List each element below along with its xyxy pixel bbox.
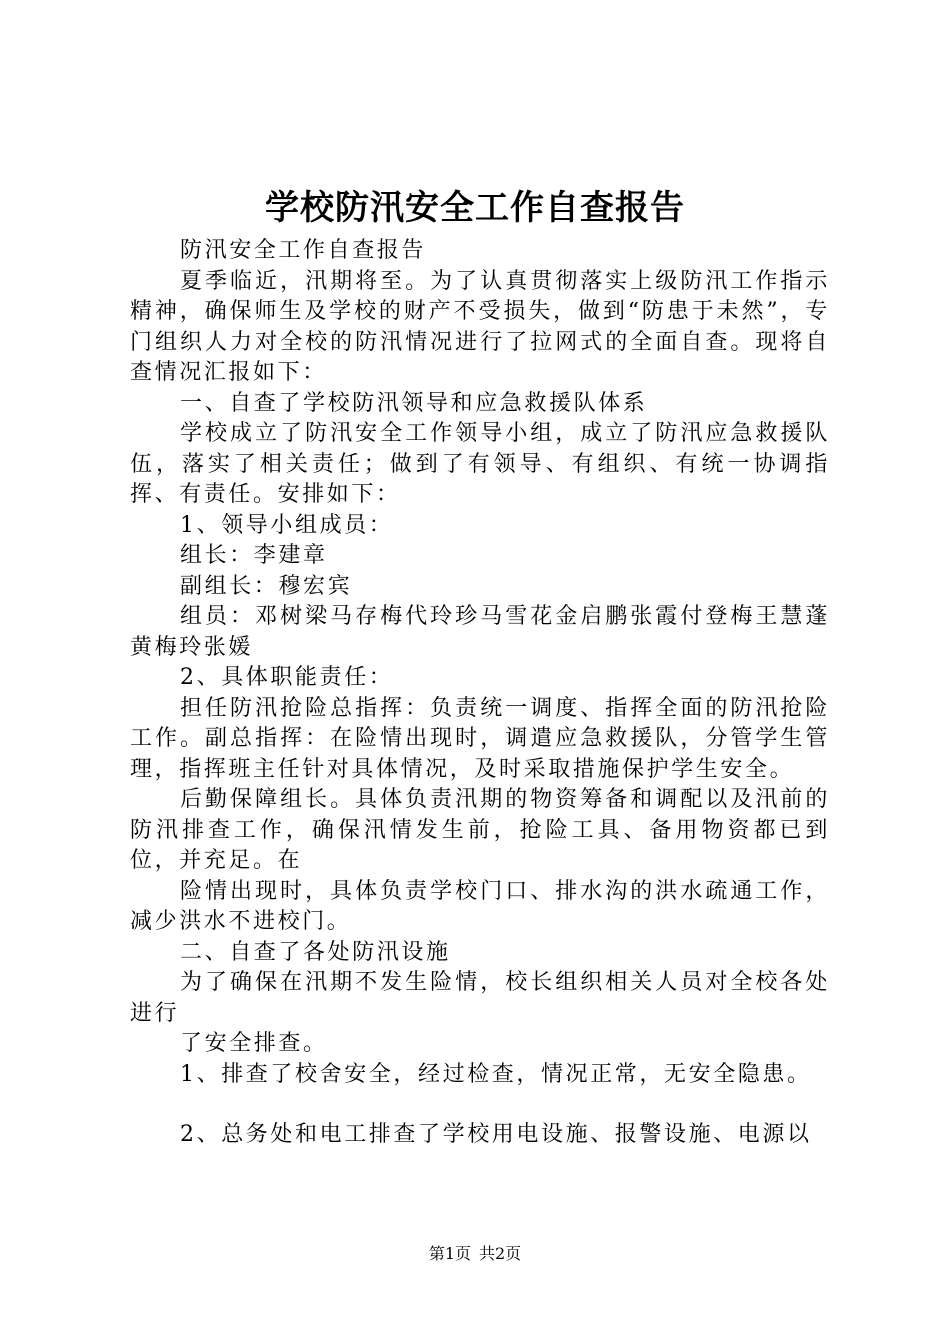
section-heading-2: 二、自查了各处防汛设施 [180, 939, 451, 965]
list-item: 组长：李建章 [180, 543, 328, 568]
list-item: 组员：邓树梁马存梅代玲珍马雪花金启鹏张霞付登梅王慧蓬黄梅玲张媛 [130, 604, 830, 660]
section-heading-1: 一、自查了学校防汛领导和应急救援队体系 [180, 390, 648, 416]
page-footer [0, 1242, 950, 1266]
document-body [130, 236, 830, 1151]
list-item: 2、总务处和电工排查了学校用电设施、报警设施、电源以 [180, 1122, 812, 1147]
paragraph: 为了确保在汛期不发生险情，校长组织相关人员对全校各处进行 [130, 970, 830, 1026]
list-item: 1、领导小组成员： [180, 512, 394, 538]
paragraph: 学校成立了防汛安全工作领导小组，成立了防汛应急救援队伍，落实了相关责任；做到了有领导、有组织、有统一协调指挥、有责任。安排如下： [130, 421, 830, 507]
list-item: 1、排查了校舍安全，经过检查，情况正常，无安全隐患。 [180, 1061, 812, 1087]
paragraph: 了安全排查。 [180, 1031, 328, 1056]
list-item: 2、具体职能责任： [180, 665, 394, 690]
list-item: 副组长：穆宏宾 [180, 573, 353, 599]
page-number: 第1页 [428, 1244, 471, 1263]
paragraph: 后勤保障组长。具体负责汛期的物资筹备和调配以及汛前的防汛排查工作，确保汛情发生前，抢险工具、备用物资都已到位，并充足。在 [130, 787, 830, 873]
paragraph: 险情出现时，具体负责学校门口、排水沟的洪水疏通工作，减少洪水不进校门。 [130, 878, 830, 934]
paragraph: 担任防汛抢险总指挥：负责统一调度、指挥全面的防汛抢险工作。副总指挥：在险情出现时，调遣应急救援队，分管学生管理，指挥班主任针对具体情况，及时采取措施保护学生安全。 [130, 695, 830, 782]
document-title: 学校防汛安全工作自查报告 [265, 188, 685, 228]
page-total: 共2页 [479, 1244, 522, 1263]
paragraph-intro: 夏季临近，汛期将至。为了认真贯彻落实上级防汛工作指示精神，确保师生及学校的财产不受损失，做到“防患于未然”，专门组织人力对全校的防汛情况进行了拉网式的全面自查。现将自查情况汇报如下： [130, 268, 830, 385]
paragraph-subtitle: 防汛安全工作自查报告 [180, 238, 427, 263]
